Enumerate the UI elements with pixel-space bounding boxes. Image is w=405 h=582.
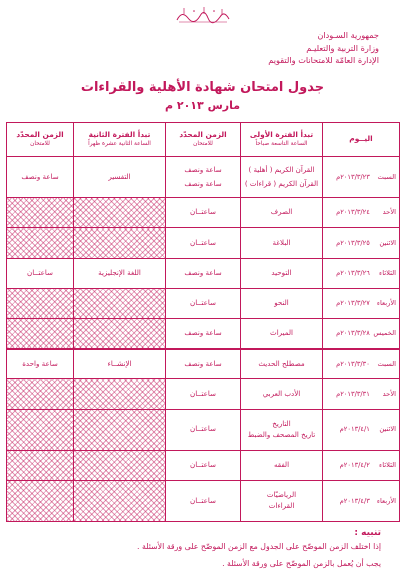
day-cell: الثلاثاء ٢٠١٣/٣/٢٦م [323, 258, 400, 288]
duration2-cell: ساعتــان [7, 258, 74, 288]
empty-hatched-cell [74, 198, 166, 228]
duration1-cell: ساعتــان [166, 480, 241, 521]
header-duration2-sub: للامتحان [30, 140, 50, 147]
empty-hatched-cell [74, 288, 166, 318]
period1-cell: البلاغة [241, 228, 323, 258]
page-title: جدول امتحان شهادة الأهلية والقراءات [80, 80, 325, 95]
empty-hatched-cell [74, 318, 166, 348]
day-cell: الثلاثاء ٢٠١٣/٤/٢م [323, 450, 400, 480]
duration1-cell: ساعتــان [166, 379, 241, 409]
table-row [7, 258, 400, 288]
table-row [7, 480, 400, 521]
table-row [7, 318, 400, 348]
day-cell: الخميس ٢٠١٣/٣/٢٨م [323, 318, 400, 348]
empty-hatched-cell [7, 288, 74, 318]
header-period2: تبدأ الفترة الثانية الساعة الثانية عشرة ظهراً [74, 123, 166, 157]
basmala-calligraphy-graphic [174, 4, 232, 26]
day-cell: الأربعاء ٢٠١٣/٣/٢٧م [323, 288, 400, 318]
table-row [7, 288, 400, 318]
table-row [7, 349, 400, 379]
duration2-cell: ساعة ونصف [7, 157, 74, 198]
empty-hatched-cell [7, 198, 74, 228]
day-cell: السبت ٢٠١٣/٣/٣٠م [323, 349, 400, 379]
table-row [7, 198, 400, 228]
duration1-cell: ساعة ونصف [166, 318, 241, 348]
duration1-cell: ساعة ونصف [166, 349, 241, 379]
period2-cell: الإنشــاء [74, 349, 166, 379]
empty-hatched-cell [7, 450, 74, 480]
table-row [7, 450, 400, 480]
notes-title: تنبيه : [354, 528, 381, 538]
empty-hatched-cell [7, 480, 74, 521]
header-duration1: الزمن المحدّد للامتحان [166, 123, 241, 157]
basmala-calligraphy [174, 4, 232, 26]
header-period1: تبدأ الفترة الأولى الساعة التاسعة صباحاً [241, 123, 323, 157]
empty-hatched-cell [7, 228, 74, 258]
day-cell: الأحد ٢٠١٣/٣/٣١م [323, 379, 400, 409]
table-header-row [7, 123, 400, 157]
day-cell: السبت ٢٠١٣/٣/٢٣م [323, 157, 400, 198]
header-duration1-sub: للامتحان [193, 140, 213, 147]
administration-name: الإدارة العامّة للامتحانات والتقويم [268, 55, 379, 65]
period1-cell: التوحيد [241, 258, 323, 288]
exam-schedule-table [6, 122, 400, 522]
notes-line-2: يجب أن يُعمل بالزمن الموضّح على ورقة الأسئلة . [222, 559, 381, 568]
notes-line-1: إذا اختلف الزمن الموضّح على الجدول مع الزمن الموضّح على ورقة الأسئلة . [137, 542, 381, 551]
period1-cell: الرياضيّات القراءات [241, 480, 323, 521]
day-cell: الأحد ٢٠١٣/٣/٢٤م [323, 198, 400, 228]
duration1-cell: ساعة ونصف [166, 258, 241, 288]
period2-cell: اللغة الإنجليزية [74, 258, 166, 288]
period1-cell: الفقه [241, 450, 323, 480]
republic-name: جمهورية السـودان [317, 30, 379, 40]
duration1-cell: ساعتــان [166, 409, 241, 450]
period1-cell: القرآن الكريم ( أهلية ) القرآن الكريم ( قراءات ) [241, 157, 323, 198]
period1-cell: الأدب العربي [241, 379, 323, 409]
period2-cell: التفسير [74, 157, 166, 198]
table-row [7, 379, 400, 409]
empty-hatched-cell [74, 450, 166, 480]
day-cell: الاثنين ٢٠١٣/٣/٢٥م [323, 228, 400, 258]
table-row [7, 157, 400, 198]
empty-hatched-cell [7, 318, 74, 348]
table-row [7, 228, 400, 258]
period1-cell: الصرف [241, 198, 323, 228]
empty-hatched-cell [74, 480, 166, 521]
duration1-cell: ساعتــان [166, 198, 241, 228]
header-day: اليــوم [323, 123, 400, 157]
period1-cell: مصطلح الحديث [241, 349, 323, 379]
period1-cell: النحو [241, 288, 323, 318]
day-cell: الأربعاء ٢٠١٣/٤/٣م [323, 480, 400, 521]
duration1-cell: ساعة ونصف ساعة ونصف [166, 157, 241, 198]
duration1-cell: ساعتــان [166, 228, 241, 258]
period1-cell: الميراث [241, 318, 323, 348]
ministry-name: وزارة التربية والتعليـم [306, 43, 379, 53]
empty-hatched-cell [74, 228, 166, 258]
page-subtitle: مارس ٢٠١٣ م [164, 99, 241, 112]
empty-hatched-cell [7, 379, 74, 409]
document-header [0, 0, 405, 118]
header-period2-time: الساعة الثانية عشرة ظهراً [88, 140, 151, 147]
duration2-cell: ساعة واحدة [7, 349, 74, 379]
header-duration2: الزمن المحدّد للامتحان [7, 123, 74, 157]
header-period1-time: الساعة التاسعة صباحاً [255, 140, 308, 147]
empty-hatched-cell [7, 409, 74, 450]
duration1-cell: ساعتــان [166, 288, 241, 318]
day-cell: الاثنين ٢٠١٣/٤/١م [323, 409, 400, 450]
empty-hatched-cell [74, 379, 166, 409]
period1-cell: التاريخ تاريخ المصحف والضبط [241, 409, 323, 450]
table-row [7, 409, 400, 450]
empty-hatched-cell [74, 409, 166, 450]
duration1-cell: ساعتــان [166, 450, 241, 480]
